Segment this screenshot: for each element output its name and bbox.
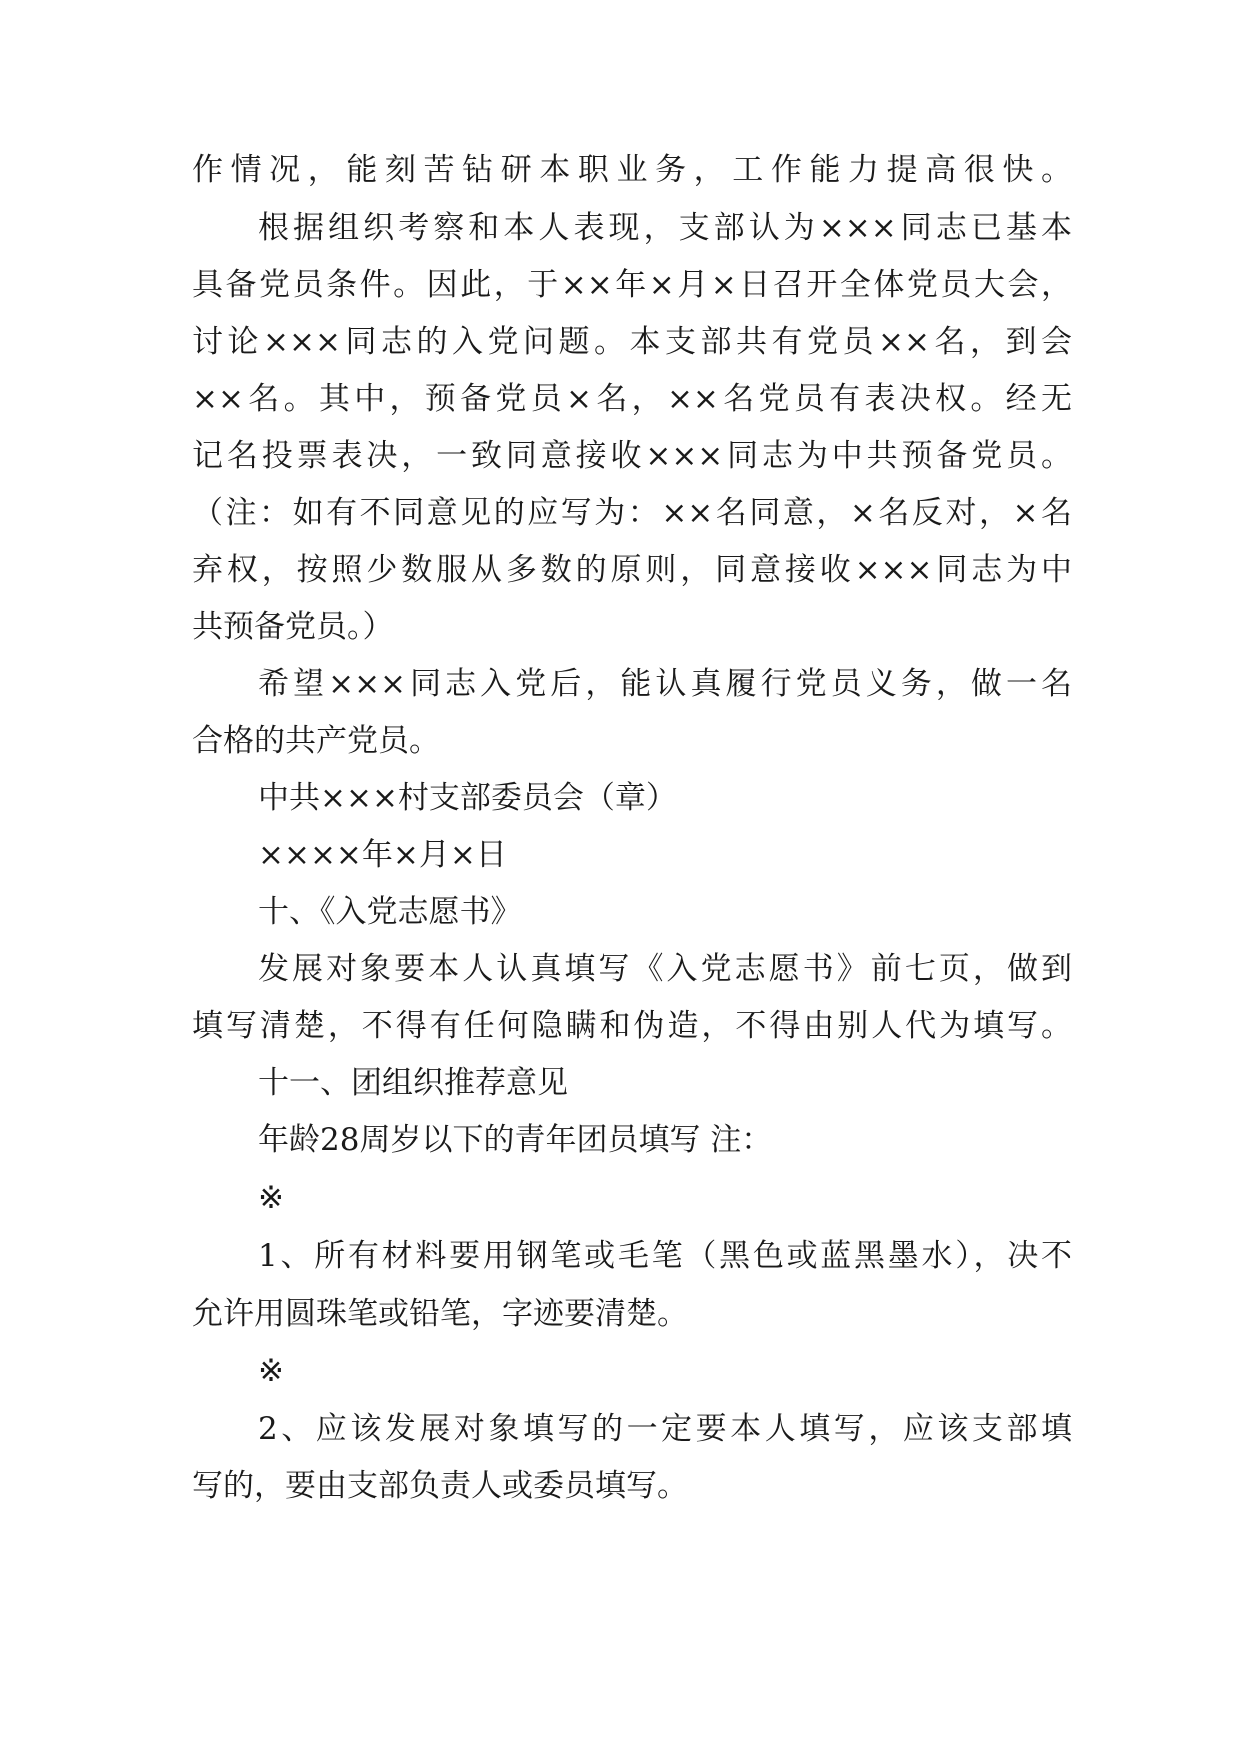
paragraph-line: 根据组织考察和本人表现，支部认为×××同志已基本 — [258, 210, 1072, 246]
paragraph-line: 共预备党员。） — [192, 609, 394, 645]
note-line: 允许用圆珠笔或铅笔，字迹要清楚。 — [192, 1296, 688, 1332]
paragraph-line: 具备党员条件。因此，于××年×月×日召开全体党员大会， — [192, 267, 1072, 303]
paragraph-line: ××名。其中，预备党员×名，××名党员有表决权。经无 — [192, 381, 1072, 417]
paragraph-line: 希望×××同志入党后，能认真履行党员义务，做一名 — [258, 666, 1072, 702]
note-line: 1、所有材料要用钢笔或毛笔（黑色或蓝黑墨水），决不 — [258, 1238, 1072, 1274]
note-line: 写的，要由支部负责人或委员填写。 — [192, 1468, 688, 1504]
note-line: 2、应该发展对象填写的一定要本人填写，应该支部填 — [258, 1411, 1072, 1447]
paragraph-line: 作情况，能刻苦钻研本职业务，工作能力提高很快。 — [192, 152, 1072, 188]
reference-mark: ※ — [258, 1353, 284, 1389]
reference-mark: ※ — [258, 1180, 284, 1216]
paragraph-line: 发展对象要本人认真填写《入党志愿书》前七页，做到 — [258, 951, 1072, 987]
paragraph-line: 讨论×××同志的入党问题。本支部共有党员××名，到会 — [192, 324, 1072, 360]
signature-org: 中共×××村支部委员会（章） — [258, 780, 677, 816]
section-heading: 十一、团组织推荐意见 — [258, 1065, 568, 1101]
paragraph-line: 填写清楚，不得有任何隐瞒和伪造，不得由别人代为填写。 — [192, 1008, 1072, 1044]
paragraph-line: 弃权，按照少数服从多数的原则，同意接收×××同志为中 — [192, 552, 1072, 588]
signature-date: ××××年×月×日 — [258, 837, 507, 873]
paragraph-line: 年龄28周岁以下的青年团员填写 注： — [258, 1122, 773, 1158]
paragraph-line: 记名投票表决，一致同意接收×××同志为中共预备党员。 — [192, 438, 1072, 474]
paragraph-line: 合格的共产党员。 — [192, 723, 440, 759]
paragraph-line: （注：如有不同意见的应写为：××名同意，×名反对，×名 — [192, 495, 1072, 531]
section-heading: 十、《入党志愿书》 — [258, 894, 522, 930]
